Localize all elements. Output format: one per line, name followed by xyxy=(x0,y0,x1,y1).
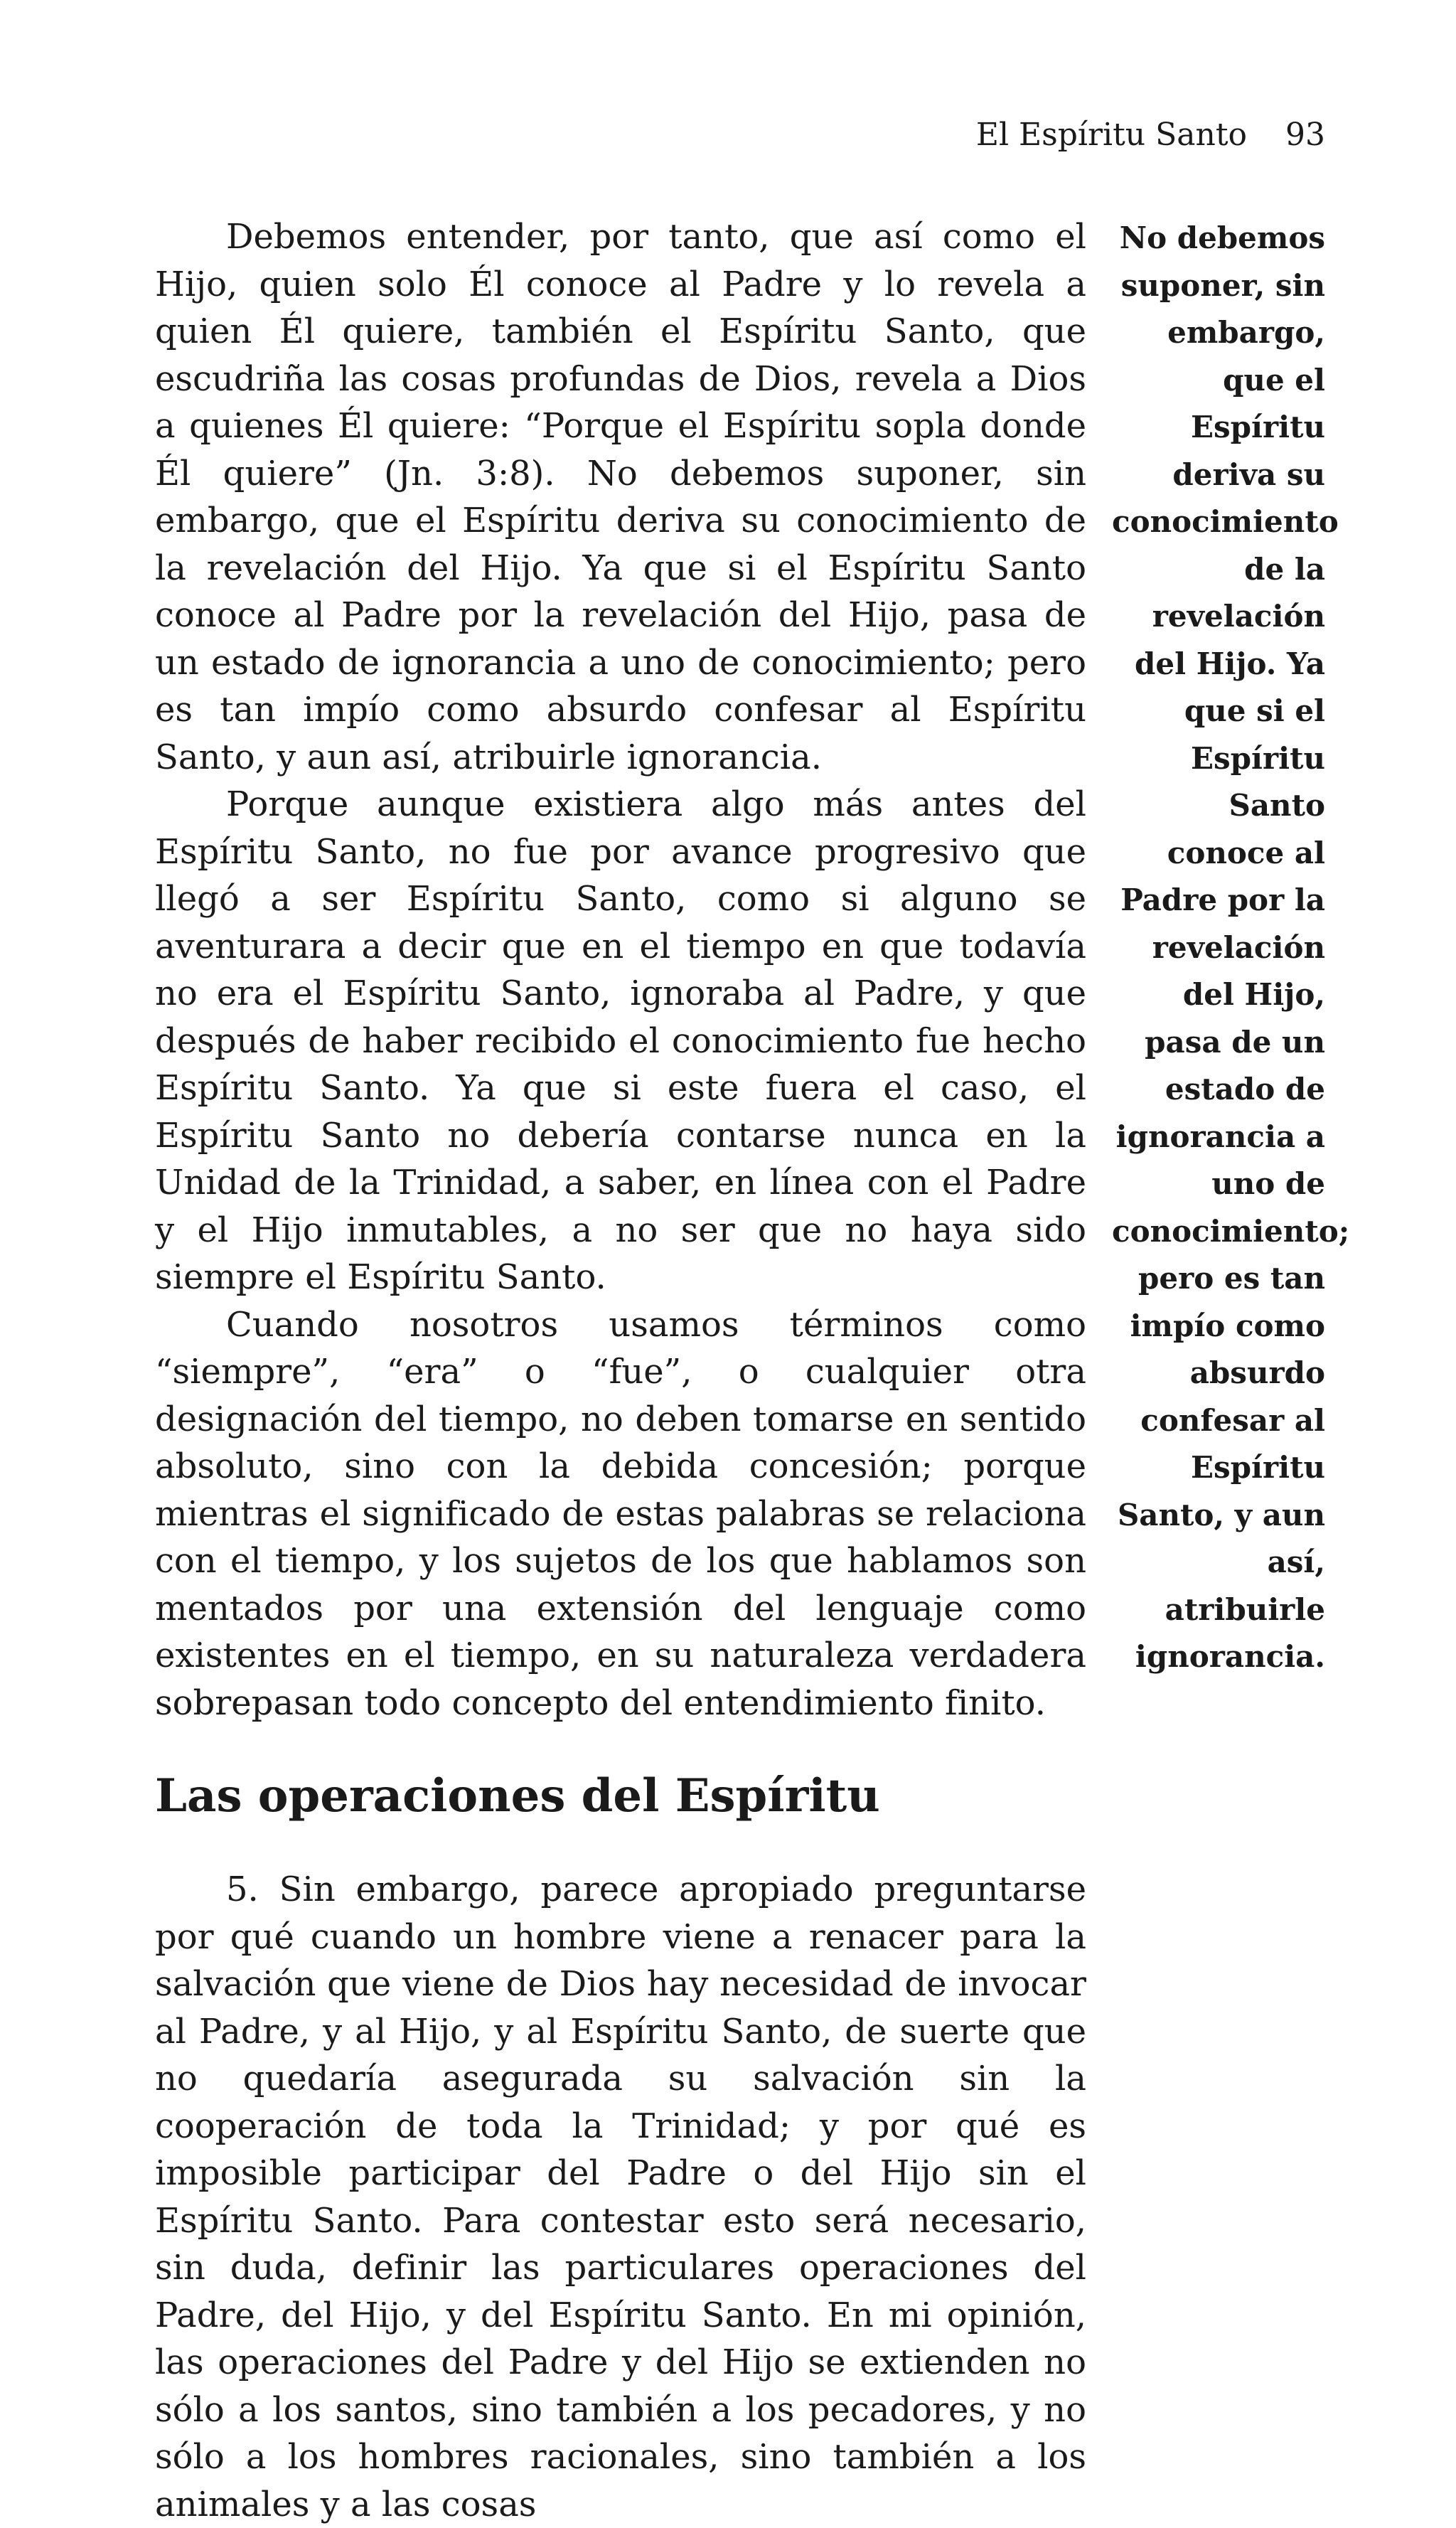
section-paragraph: 5. Sin embargo, parece apropiado preguntarse por qué cuando un hombre viene a renacer para la salvación que viene de Dios hay necesidad de invocar al Padre, y al Hijo, y al Espíritu Santo, de suerte que no quedaría asegurada su salvación sin la cooperación de toda la Trinidad; y por qué es imposible participar del Padre o del Hijo sin el Espíritu Santo. Para contestar esto será necesario, sin duda, definir las particulares operaciones del Padre, del Hijo, y del Espíritu Santo. En mi opinión, las operaciones del Padre y del Hijo se extienden no sólo a los santos, sino también a los pecadores, y no sólo a los hombres racionales, sino también a los animales y a las cosas xyxy=(155,1870,1086,2524)
body-paragraph: Cuando nosotros usamos términos como “siempre”, “era” o “fue”, o cualquier otra designación del tiempo, no deben tomarse en sentido absoluto, sino con la debida concesión; porque mientras el significado de estas palabras se relaciona con el tiempo, y los sujetos de los que hablamos son mentados por una extensión del lenguaje como existentes en el tiempo, en su naturaleza verdadera sobrepasan todo concepto del entendimiento finito. xyxy=(155,1304,1086,1723)
body-paragraph: Debemos entender, por tanto, que así como el Hijo, quien solo Él conoce al Padre y lo revela a quien Él quiere, también el Espíritu Santo, que escudriña las cosas profundas de Dios, revela a Dios a quienes Él quiere: “Porque el Espíritu sopla donde Él quiere” (Jn. 3:8). No debemos suponer, sin embargo, que el Espíritu deriva su conocimiento de la revelación del Hijo. Ya que si el Espíritu Santo conoce al Padre por la revelación del Hijo, pasa de un estado de ignorancia a uno de conocimiento; pero es tan impío como absurdo confesar al Espíritu Santo, y aun así, atribuirle ignorancia. xyxy=(155,217,1086,777)
running-header xyxy=(976,111,1325,159)
sidebar-pull-quote: No debemos suponer, sin embargo, que el Espíritu deriva su conocimiento de la revelación del Hijo. Ya que si el Espíritu Santo conoce al Padre por la revelación del Hijo, pasa de un estado de ignorancia a uno de conocimiento; pero es tan impío como absurdo confesar al Espíritu Santo, y aun así, atribuirle ignorancia. xyxy=(1112,220,1350,1674)
section-heading: Las operaciones del Espíritu xyxy=(155,1769,880,1823)
main-text-column xyxy=(155,213,1086,2528)
page-number: 93 xyxy=(1285,117,1325,153)
running-header-title: El Espíritu Santo xyxy=(975,117,1247,153)
body-paragraph: Porque aunque existiera algo más antes del Espíritu Santo, no fue por avance progresivo que llegó a ser Espíritu Santo, como si alguno se aventurara a decir que en el tiempo en que todavía no era el Espíritu Santo, ignoraba al Padre, y que después de haber recibido el conocimiento fue hecho Espíritu Santo. Ya que si este fuera el caso, el Espíritu Santo no debería contarse nunca en la Unidad de la Trinidad, a saber, en línea con el Padre y el Hijo inmutables, a no ser que no haya sido siempre el Espíritu Santo. xyxy=(155,784,1086,1297)
